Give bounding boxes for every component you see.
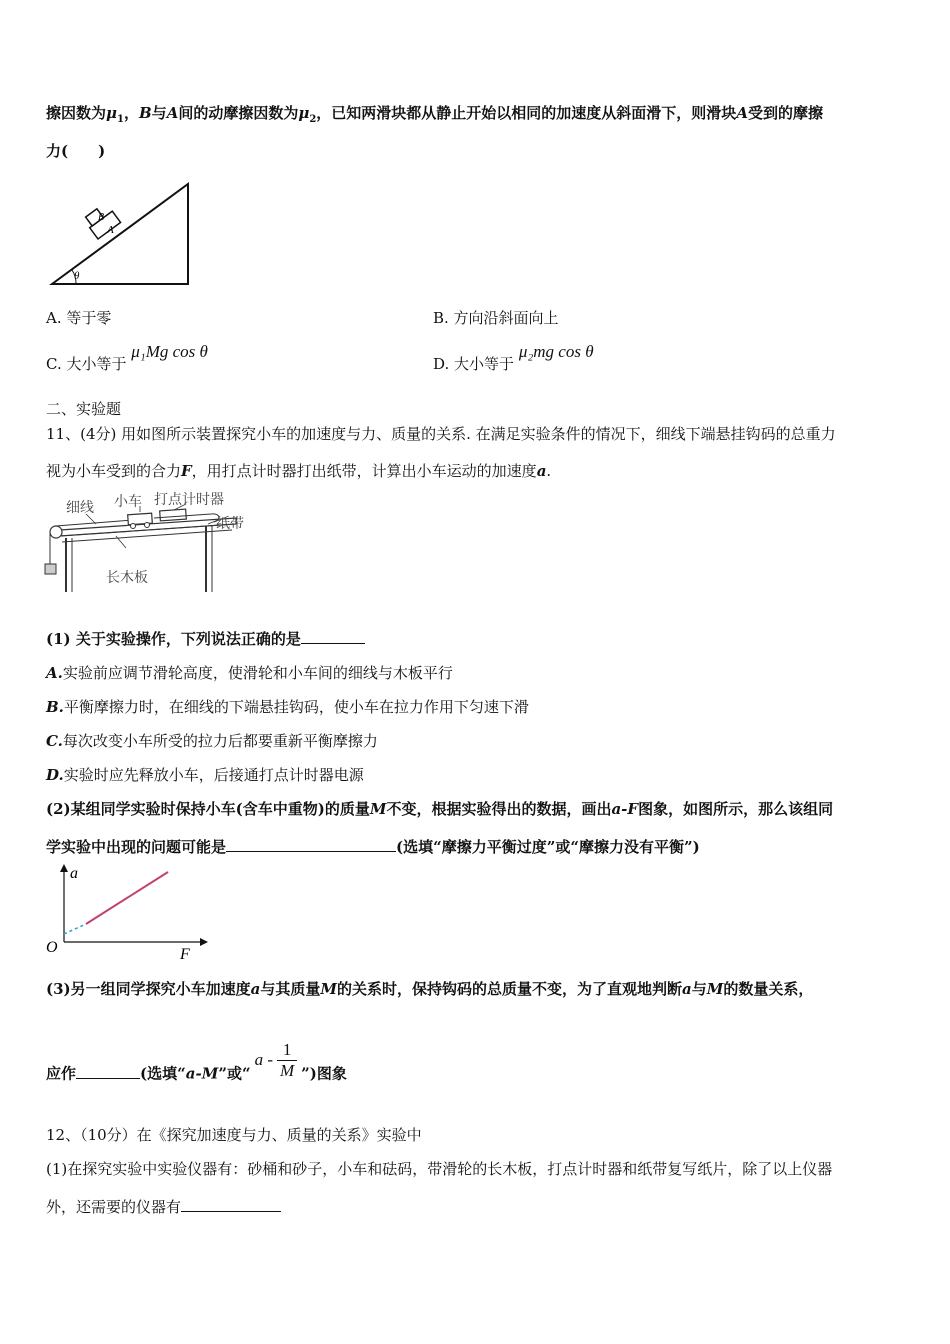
text: 图象，如图所示，那么该组同 — [638, 800, 834, 818]
option-c-label: C. 大小等于 — [46, 355, 127, 373]
q11-p3-line1 — [46, 978, 813, 999]
label-board: 长木板 — [106, 570, 148, 586]
frac-denominator: M — [280, 1061, 295, 1080]
var-f: F — [181, 462, 192, 480]
var-a: a — [250, 980, 261, 998]
text: ”)图象 — [301, 1064, 347, 1083]
apparatus-figure — [36, 488, 256, 598]
option-d-formula: μ₂mg cos θ — [518, 342, 594, 361]
answer-blank[interactable] — [226, 837, 396, 852]
q10-text: ， — [123, 104, 139, 122]
option-a[interactable]: A. 等于零 — [46, 309, 112, 327]
option-d-label: D. 大小等于 — [433, 355, 515, 373]
answer-blank[interactable] — [181, 1197, 281, 1212]
y-axis-label: a — [70, 865, 78, 882]
label-string: 细线 — [66, 500, 94, 516]
var-am: a-M — [185, 1064, 219, 1083]
option-c-formula: μ₁Mg cos θ — [131, 342, 208, 361]
incline-figure — [46, 178, 196, 290]
text: ”或“ — [218, 1064, 251, 1083]
var-a: a — [682, 980, 692, 998]
q12-p1-line1: (1)在探究实验中实验仪器有：砂桶和砂子，小车和砝码，带滑轮的长木板，打点计时器和纸带复写纸片，除了以上仪器 — [46, 1160, 833, 1178]
option-label: B. — [46, 698, 64, 716]
q11-option-c[interactable] — [46, 730, 378, 751]
var-m: M — [706, 980, 724, 998]
var-a: a — [536, 462, 547, 480]
q10-text: 与 — [151, 104, 167, 122]
q10-stem-line1 — [46, 102, 823, 125]
q11-p2-line1 — [46, 798, 833, 819]
var-m: M — [369, 800, 387, 818]
option-d[interactable] — [433, 342, 594, 374]
fraction — [277, 1040, 297, 1081]
angle-label: θ — [74, 270, 80, 282]
text: (选填“ — [140, 1064, 186, 1083]
option-label: D. — [46, 766, 64, 784]
text: 外，还需要的仪器有 — [46, 1198, 182, 1216]
q10-text: 擦因数为 — [46, 104, 107, 122]
var-af: a-F — [611, 800, 639, 818]
af-graph — [40, 862, 210, 964]
label-cart: 小车 — [114, 494, 142, 510]
q10-text: ，已知两滑块都从静止开始以相同的加速度从斜面滑下，则滑块 — [316, 104, 737, 122]
text: 不变，根据实验得出的数据，画出 — [386, 800, 612, 818]
text: . — [546, 462, 552, 480]
option-c[interactable] — [46, 342, 208, 374]
text: (选填“摩擦力平衡过度”或“摩擦力没有平衡”) — [396, 838, 700, 856]
q11-intro-line1: 11、(4分) 用如图所示装置探究小车的加速度与力、质量的关系. 在满足实验条件的情况下，细线下端悬挂钩码的总重力 — [46, 425, 836, 443]
q12-p1-line2 — [46, 1196, 281, 1217]
x-axis-label: F — [180, 946, 190, 963]
var-a: A — [736, 104, 748, 122]
text: ，用打点计时器打出纸带，计算出小车运动的加速度 — [191, 462, 537, 480]
subscript: 1 — [117, 114, 124, 125]
block-a-label: A — [107, 224, 114, 236]
q10-text: 受到的摩擦 — [747, 104, 823, 122]
var-b: B — [138, 104, 152, 122]
subscript: 2 — [309, 114, 317, 125]
option-text: 实验前应调节滑轮高度，使滑轮和小车间的细线与木板平行 — [62, 664, 453, 682]
text: 学实验中出现的问题可能是 — [46, 838, 227, 856]
dashed-extension — [64, 924, 86, 934]
text: 视为小车受到的合力 — [46, 462, 182, 480]
label-timer: 打点计时器 — [154, 492, 224, 508]
block-b-label: B — [98, 212, 105, 223]
mu-symbol: μ — [106, 104, 117, 122]
option-b[interactable]: B. 方向沿斜面向上 — [433, 309, 559, 327]
hanging-weight — [45, 564, 56, 574]
q11-option-a[interactable] — [46, 662, 453, 683]
text: (1) 关于实验操作，下列说法正确的是 — [46, 630, 301, 648]
q10-text: 间的动摩擦因数为 — [178, 104, 299, 122]
option-text: 平衡摩擦力时，在细线的下端悬挂钩码，使小车在拉力作用下匀速下滑 — [63, 698, 529, 716]
origin-label: O — [46, 939, 58, 956]
q11-p3-line2 — [46, 1040, 347, 1084]
answer-blank[interactable] — [76, 1064, 140, 1079]
frac-numerator: 1 — [277, 1040, 297, 1061]
frac-left: a - — [254, 1049, 273, 1069]
q10-stem-line2: 力( ) — [46, 142, 106, 160]
q12-title: 12、（10分）在《探究加速度与力、质量的关系》实验中 — [46, 1126, 422, 1144]
option-label: A. — [46, 664, 63, 682]
option-text: 实验时应先释放小车，后接通打点计时器电源 — [63, 766, 364, 784]
timer — [160, 509, 187, 521]
label-tape: 纸带 — [216, 516, 244, 532]
mu-symbol: μ — [298, 104, 310, 122]
section-title: 二、实验题 — [46, 400, 122, 418]
text: 应作 — [46, 1064, 77, 1083]
var-a: A — [166, 104, 179, 122]
answer-blank[interactable] — [301, 629, 365, 644]
text: 与其质量 — [260, 980, 321, 998]
text: (2)某组同学实验时保持小车(含车中重物)的质量 — [46, 800, 370, 818]
q11-intro-line2 — [46, 460, 551, 481]
text: 的关系时，保持钩码的总质量不变，为了直观地判断 — [337, 980, 683, 998]
q11-p1-title — [46, 628, 365, 649]
text: (3)另一组同学探究小车加速度 — [46, 980, 251, 998]
pulley-icon — [50, 526, 62, 538]
option-label: C. — [46, 732, 63, 750]
var-m: M — [320, 980, 337, 998]
option-text: 每次改变小车所受的拉力后都要重新平衡摩擦力 — [62, 732, 378, 750]
text: 与 — [691, 980, 707, 998]
q11-option-b[interactable] — [46, 696, 529, 717]
q11-p2-line2 — [46, 836, 700, 857]
q11-option-d[interactable] — [46, 764, 364, 785]
data-line — [86, 872, 168, 924]
text: 的数量关系， — [723, 980, 814, 998]
